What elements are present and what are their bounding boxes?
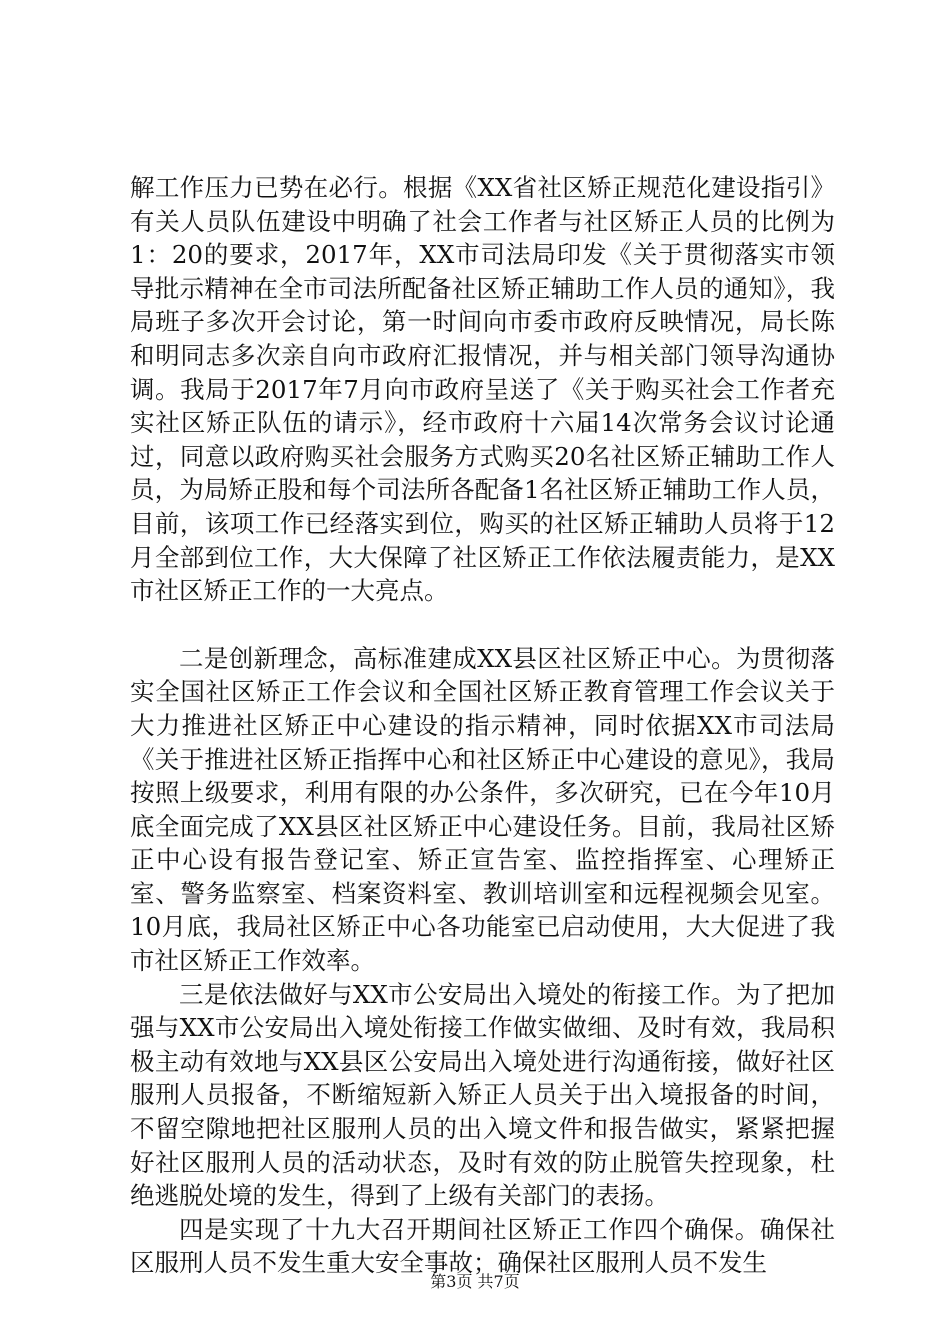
paragraph-spacer <box>130 608 835 642</box>
paragraph-correction-center: 二是创新理念，高标准建成XX县区社区矫正中心。为贯彻落实全国社区矫正工作会议和全国社区矫正教育管理工作会议关于大力推进社区矫正中心建设的指示精神，同时依据XX市司法局《关于推进社区矫正指挥中心和社区矫正中心建设的意见》，我局按照上级要求，利用有限的办公条件，多次研究，已在今年10月底全面完成了XX县区社区矫正中心建设任务。目前，我局社区矫正中心设有报告登记室、矫正宣告室、监控指挥室、心理矫正室、警务监察室、档案资料室、教训培训室和远程视频会见室。10月底，我局社区矫正中心各功能室已启动使用，大大促进了我市社区矫正工作效率。 <box>130 643 835 976</box>
paragraph-exit-entry: 三是依法做好与XX市公安局出入境处的衔接工作。为了把加强与XX市公安局出入境处衔接工作做实做细、及时有效，我局积极主动有效地与XX县区公安局出入境处进行沟通衔接，做好社区服刑人员报备，不断缩短新入矫正人员关于出入境报备的时间，不留空隙地把社区服刑人员的出入境文件和报告做实，紧紧把握好社区服刑人员的活动状态，及时有效的防止脱管失控现象，杜绝逃脱处境的发生，得到了上级有关部门的表扬。 <box>130 979 835 1211</box>
paragraph-four-guarantees: 四是实现了十九大召开期间社区矫正工作四个确保。确保社区服刑人员不发生重大安全事故；确保社区服刑人员不发生 <box>130 1214 835 1278</box>
paragraph-continuation: 解工作压力已势在必行。根据《XX省社区矫正规范化建设指引》有关人员队伍建设中明确了社会工作者与社区矫正人员的比例为1：20的要求，2017年，XX市司法局印发《关于贯彻落实市领导批示精神在全市司法所配备社区矫正辅助工作人员的通知》，我局班子多次开会讨论，第一时间向市委市政府反映情况，局长陈和明同志多次亲自向市政府汇报情况，并与相关部门领导沟通协调。我局于2017年7月向市政府呈送了《关于购买社会工作者充实社区矫正队伍的请示》，经市政府十六届14次常务会议讨论通过，同意以政府购买社会服务方式购买20名社区矫正辅助工作人员，为局矫正股和每个司法所各配备1名社区矫正辅助工作人员，目前，该项工作已经落实到位，购买的社区矫正辅助人员将于12月全部到位工作，大大保障了社区矫正工作依法履责能力，是XX市社区矫正工作的一大亮点。 <box>130 173 835 606</box>
page-footer: 第3页 共7页 <box>430 1272 520 1291</box>
document-body <box>130 171 835 1280</box>
